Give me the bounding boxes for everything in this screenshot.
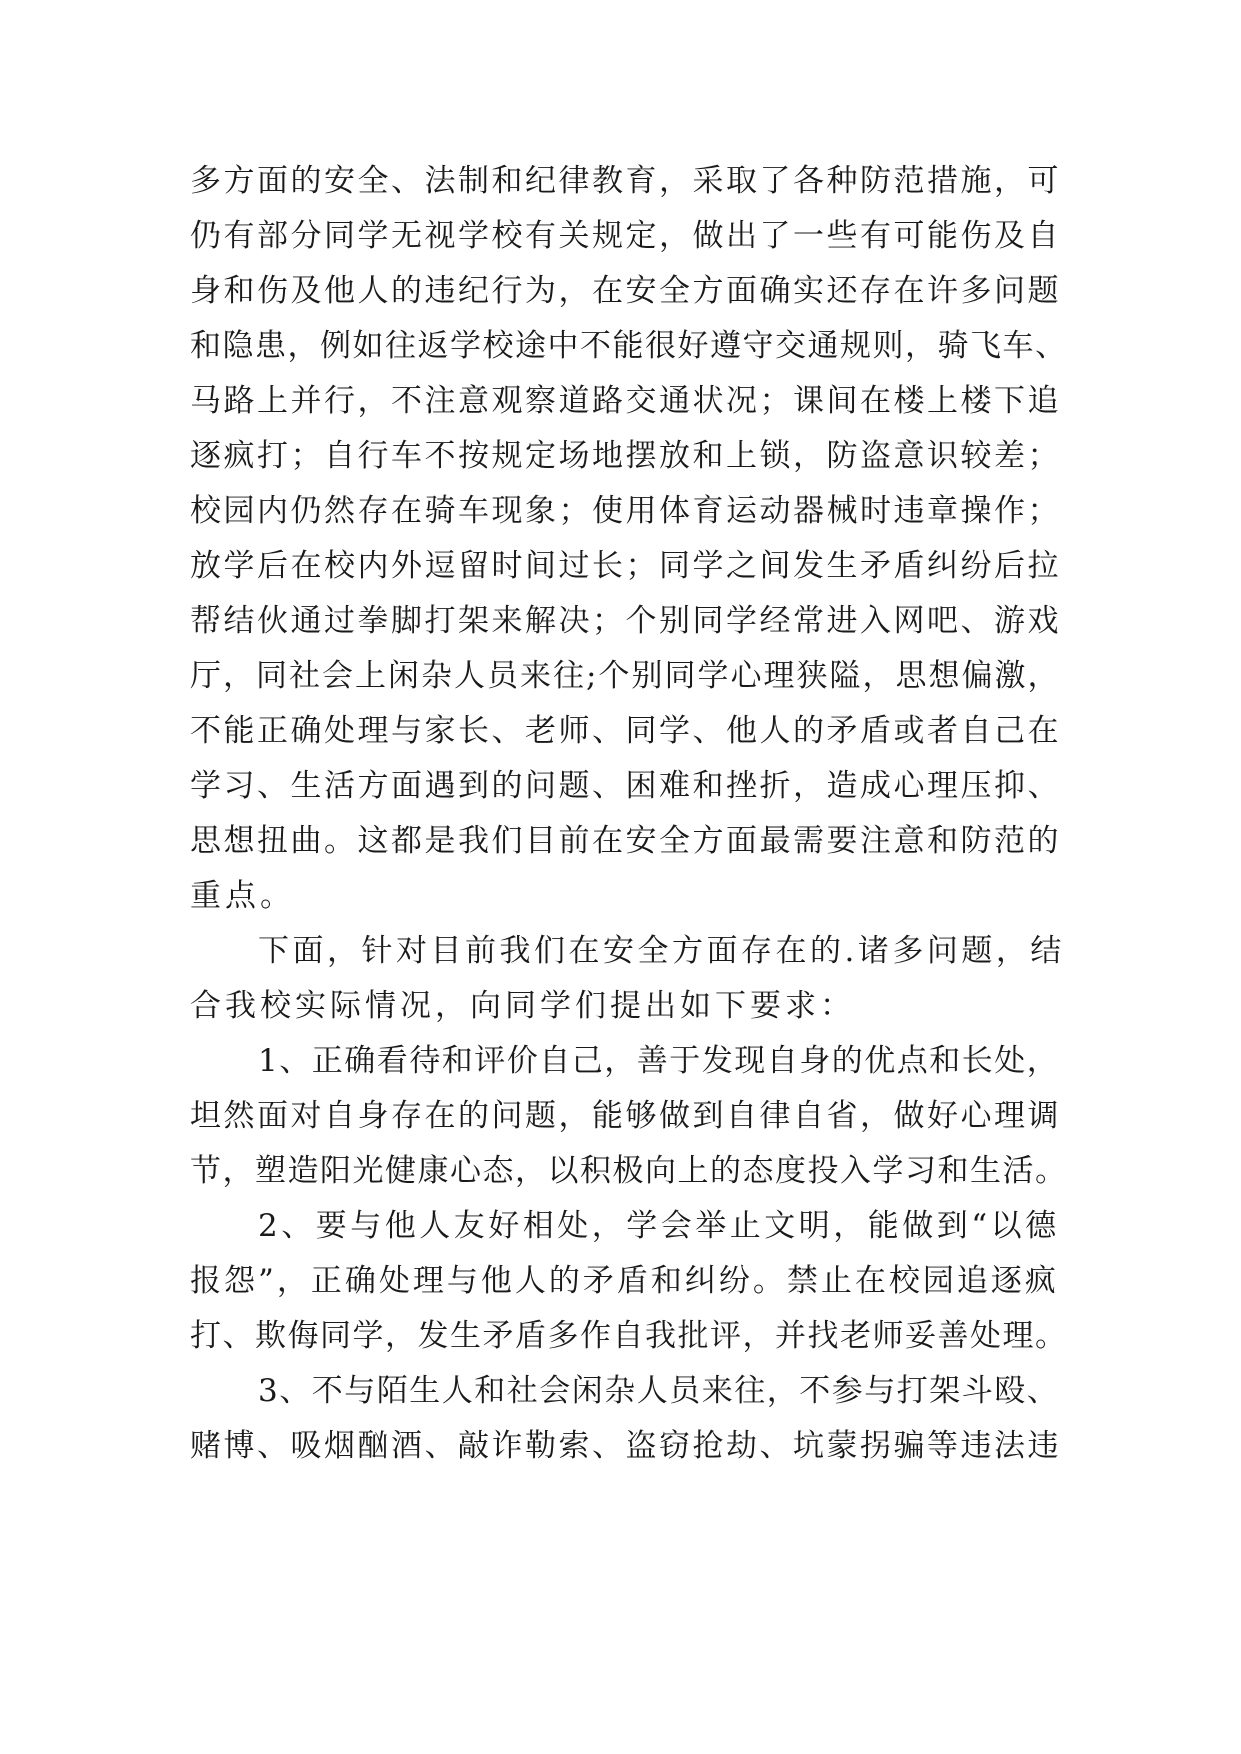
text-line: 身和伤及他人的违纪行为，在安全方面确实还存在许多问题 [190,273,1061,309]
text-line: 马路上并行，不注意观察道路交通状况；课间在楼上楼下追 [190,383,1061,419]
text-line: 合我校实际情况，向同学们提出如下要求： [190,988,855,1024]
text-line: 校园内仍然存在骑车现象；使用体育运动器械时违章操作； [190,493,1061,529]
text-line: 厅，同社会上闲杂人员来往;个别同学心理狭隘，思想偏激， [190,658,1061,694]
text-line: 赌博、吸烟酗酒、敲诈勒索、盗窃抢劫、坑蒙拐骗等违法违 [190,1428,1061,1464]
text-line: 思想扭曲。这都是我们目前在安全方面最需要注意和防范的 [190,823,1061,859]
text-line: 2、要与他人友好相处，学会举止文明，能做到“以德 [258,1208,1060,1244]
text-line: 打、欺侮同学，发生矛盾多作自我批评，并找老师妥善处理。 [190,1318,1068,1354]
text-line: 和隐患，例如往返学校途中不能很好遵守交通规则，骑飞车、 [190,328,1068,364]
text-line: 学习、生活方面遇到的问题、困难和挫折，造成心理压抑、 [190,768,1061,804]
text-line: 逐疯打；自行车不按规定场地摆放和上锁，防盗意识较差； [190,438,1061,474]
text-line: 下面，针对目前我们在安全方面存在的.诸多问题，结 [258,933,1065,969]
text-line: 多方面的安全、法制和纪律教育，采取了各种防范措施，可 [190,163,1061,199]
text-line: 坦然面对自身存在的问题，能够做到自律自省，做好心理调 [190,1098,1061,1134]
text-line: 报怨”，正确处理与他人的矛盾和纠纷。禁止在校园追逐疯 [190,1263,1059,1299]
text-line: 3、不与陌生人和社会闲杂人员来往，不参与打架斗殴、 [258,1373,1060,1409]
document-body [190,154,1070,1474]
text-line: 重点。 [190,878,295,914]
text-line: 不能正确处理与家长、老师、同学、他人的矛盾或者自己在 [190,713,1061,749]
text-line: 帮结伙通过拳脚打架来解决；个别同学经常进入网吧、游戏 [190,603,1061,639]
text-line: 放学后在校内外逗留时间过长；同学之间发生矛盾纠纷后拉 [190,548,1061,584]
text-line: 1、正确看待和评价自己，善于发现自身的优点和长处， [258,1043,1060,1079]
text-line: 仍有部分同学无视学校有关规定，做出了一些有可能伤及自 [190,218,1061,254]
text-line: 节，塑造阳光健康心态，以积极向上的态度投入学习和生活。 [190,1153,1068,1189]
